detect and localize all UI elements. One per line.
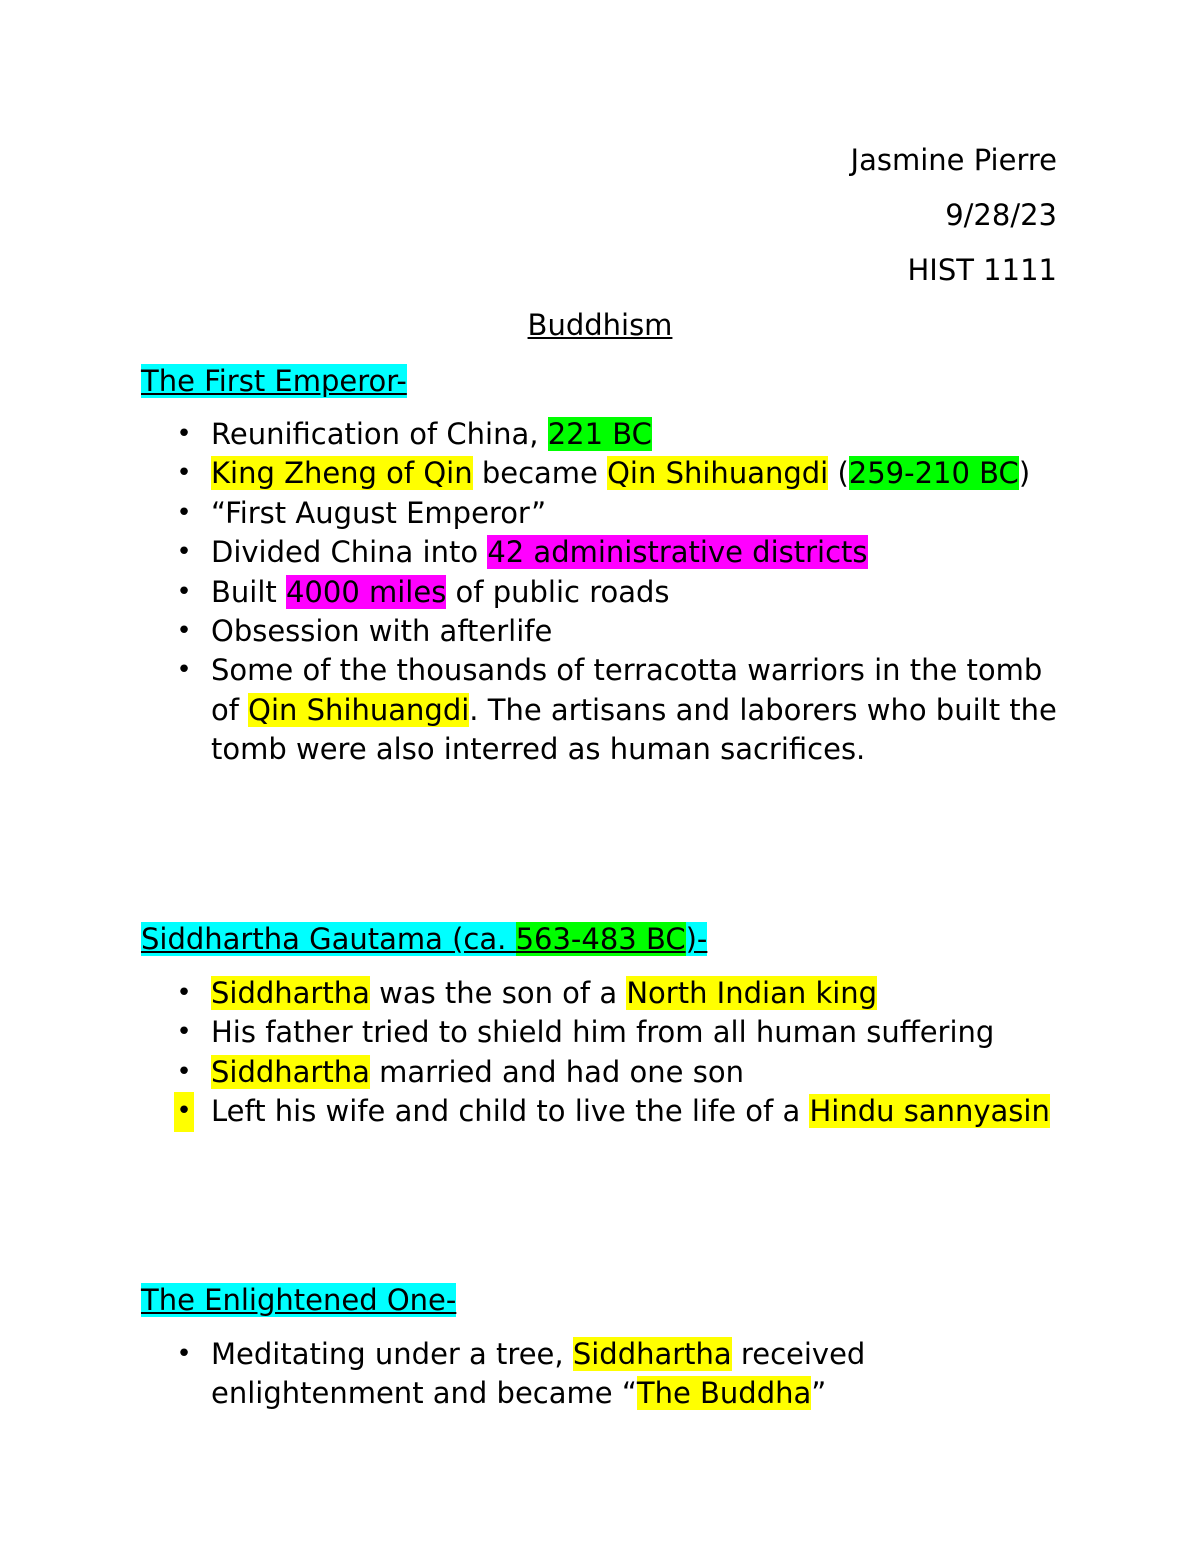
bullet-icon: • bbox=[176, 497, 192, 528]
bullet-text: ) bbox=[1018, 456, 1031, 491]
list-item bbox=[176, 533, 1061, 572]
list-item bbox=[176, 1092, 1061, 1131]
highlight-number: 42 administrative districts bbox=[487, 535, 868, 570]
author-name: Jasmine Pierre bbox=[850, 143, 1057, 177]
bullet-text: became bbox=[472, 456, 608, 491]
list-item bbox=[176, 573, 1061, 612]
highlight-number: 4000 miles bbox=[285, 574, 447, 609]
list-item bbox=[176, 1335, 1061, 1414]
highlight-name: Siddhartha bbox=[572, 1337, 732, 1371]
list-item bbox=[176, 1053, 1061, 1092]
highlight-name: Siddhartha bbox=[211, 1054, 370, 1089]
list-item bbox=[176, 454, 1061, 493]
enlightened-one-list bbox=[176, 1335, 1061, 1414]
bullet-icon: • bbox=[176, 1017, 192, 1048]
bullet-text: Left his wife and child to live the life of a bbox=[211, 1094, 810, 1129]
highlight-date: 221 BC bbox=[547, 417, 652, 451]
document-title: Buddhism bbox=[527, 308, 673, 342]
list-item bbox=[176, 651, 1061, 769]
bullet-text: Meditating under a tree, bbox=[211, 1337, 573, 1371]
bullet-text: of public roads bbox=[446, 574, 670, 609]
bullet-icon: • bbox=[176, 978, 192, 1008]
highlight-name: The Buddha bbox=[636, 1376, 812, 1411]
section-heading-text: Siddhartha Gautama (ca. bbox=[141, 922, 516, 956]
section-heading-siddhartha bbox=[141, 919, 707, 959]
bullet-icon: • bbox=[176, 655, 192, 686]
section-heading-text: The Enlightened One- bbox=[141, 1283, 457, 1317]
bullet-text: His father tried to shield him from all human suffering bbox=[211, 1015, 995, 1050]
bullet-text: received enlightenment and became “ bbox=[211, 1337, 866, 1411]
section-heading-first-emperor bbox=[141, 361, 407, 401]
list-item bbox=[176, 612, 1061, 651]
section-heading-enlightened-one bbox=[141, 1280, 456, 1320]
bullet-icon: • bbox=[174, 1092, 194, 1131]
highlight-name: King Zheng of Qin bbox=[211, 456, 473, 491]
highlight-name: Qin Shihuangdi bbox=[248, 692, 470, 727]
highlight-name: Hindu sannyasin bbox=[809, 1094, 1050, 1129]
section-heading-text: The First Emperor- bbox=[141, 364, 407, 398]
bullet-text: “First August Emperor” bbox=[211, 495, 547, 530]
highlight-name: Siddhartha bbox=[211, 976, 370, 1010]
list-item bbox=[176, 1013, 1061, 1052]
bullet-icon: • bbox=[176, 419, 192, 449]
document-date: 9/28/23 bbox=[945, 198, 1057, 232]
list-item bbox=[176, 974, 1061, 1013]
highlight-name: Qin Shihuangdi bbox=[607, 456, 829, 491]
highlight-name: North Indian king bbox=[626, 976, 878, 1010]
bullet-icon: • bbox=[176, 576, 192, 607]
bullet-icon: • bbox=[176, 1339, 192, 1369]
highlight-date: 259-210 BC bbox=[848, 456, 1019, 491]
bullet-icon: • bbox=[176, 458, 192, 489]
bullet-text: Obsession with afterlife bbox=[211, 614, 553, 649]
bullet-text: ” bbox=[811, 1376, 827, 1411]
bullet-text: Divided China into bbox=[211, 535, 488, 570]
bullet-text: married and had one son bbox=[369, 1054, 744, 1089]
siddhartha-list bbox=[176, 974, 1061, 1132]
list-item bbox=[176, 494, 1061, 533]
bullet-text: Reunification of China, bbox=[211, 417, 548, 451]
bullet-icon: • bbox=[176, 616, 192, 647]
first-emperor-list bbox=[176, 415, 1061, 770]
list-item bbox=[176, 415, 1061, 454]
highlight-date: 563-483 BC bbox=[515, 922, 686, 956]
bullet-text: Some of the thousands of terracotta warriors in the tomb of bbox=[211, 653, 1043, 727]
bullet-icon: • bbox=[176, 537, 192, 568]
course-code: HIST 1111 bbox=[907, 253, 1057, 287]
bullet-icon: • bbox=[176, 1056, 192, 1087]
bullet-text: was the son of a bbox=[369, 976, 627, 1010]
section-heading-text: )- bbox=[685, 922, 708, 956]
bullet-text: ( bbox=[828, 456, 849, 491]
bullet-text: . The artisans and laborers who built the tomb were also interred as human sacrifices. bbox=[211, 692, 1057, 767]
bullet-text: Built bbox=[211, 574, 286, 609]
